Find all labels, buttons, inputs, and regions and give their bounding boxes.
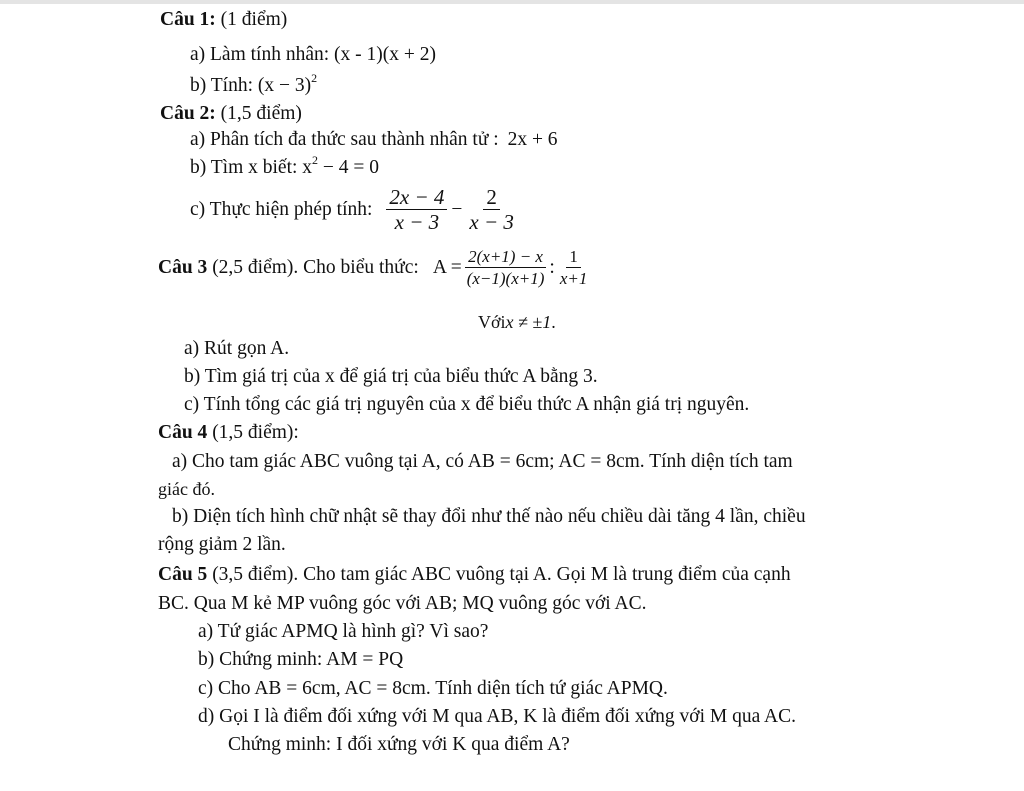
q3-condition-word: Với — [478, 312, 506, 332]
q5-part-b — [198, 648, 403, 672]
q2-b-label: b) Tìm x biết: — [190, 157, 298, 178]
q3-expr-lhs: A = — [432, 256, 462, 278]
q5-c-expr: AB = 6cm, AC = 8cm — [254, 678, 426, 699]
q2-c-fraction-2 — [466, 186, 517, 233]
q5-heading: Câu 5 — [158, 564, 208, 585]
q2-part-b — [190, 153, 380, 180]
q2-c-frac2-num: 2 — [483, 186, 500, 210]
q2-heading-line — [160, 102, 302, 126]
q2-b-x: x — [302, 157, 313, 178]
q2-heading: Câu 2: — [160, 103, 216, 124]
q5-c-label: c) Cho — [198, 678, 251, 699]
q2-c-frac1-den: x − 3 — [394, 210, 440, 234]
q2-a-label: a) Phân tích đa thức sau thành nhân tử : — [190, 129, 499, 150]
q1-heading: Câu 1: — [160, 9, 216, 30]
q5-part-d-line1: d) Gọi I là điểm đối xứng với M qua AB, K là điểm đối xứng với M qua AC. — [198, 706, 797, 727]
q1-b-base: (x − 3) — [257, 75, 312, 96]
q2-c-frac1-num: 2x − 4 — [386, 186, 447, 210]
q4-heading-line — [158, 421, 299, 445]
q5-part-c — [198, 677, 668, 701]
q4-part-b-line1: b) Diện tích hình chữ nhật sẽ thay đổi như thế nào nếu chiều dài tăng 4 lần, chiều — [172, 506, 806, 527]
q2-a-expr: 2x + 6 — [507, 129, 558, 150]
q3-heading-line — [158, 247, 590, 288]
q4-a-post: . Tính diện tích tam — [639, 451, 793, 472]
q3-condition — [478, 310, 556, 334]
q5-b-expr: AM = PQ — [326, 649, 404, 670]
q5-intro-text: (3,5 điểm). Cho tam giác ABC vuông tại A. Gọi M là trung điểm của cạnh — [207, 564, 791, 585]
q3-condition-expr: x ≠ ±1 — [505, 312, 552, 332]
q1-points: (1 điểm) — [220, 9, 288, 30]
q2-c-label: c) Thực hiện phép tính: — [190, 198, 373, 220]
q3-fraction-1 — [464, 247, 548, 288]
q3-part-a: a) Rút gọn A. — [184, 338, 290, 359]
q2-b-exponent: 2 — [312, 153, 319, 167]
q3-divide: : — [549, 256, 555, 278]
q4-points: (1,5 điểm): — [207, 422, 299, 443]
q5-intro-line1 — [158, 563, 791, 587]
q2-points: (1,5 điểm) — [220, 103, 302, 124]
q2-c-frac2-den: x − 3 — [469, 210, 514, 234]
q3-frac1-num: 2(x+1) − x — [465, 247, 546, 268]
q5-b-label: b) Chứng minh: — [198, 649, 323, 670]
q1-b-label: b) Tính: — [190, 75, 254, 96]
q3-fraction-2 — [557, 247, 591, 288]
q4-heading: Câu 4 — [158, 422, 208, 443]
q3-frac1-den: (x−1)(x+1) — [466, 269, 545, 288]
q4-a-text: a) Cho tam giác ABC vuông tại A, có — [172, 451, 464, 472]
q2-part-a — [190, 128, 558, 152]
q2-b-rest: − 4 = 0 — [318, 157, 380, 178]
q3-condition-end: . — [551, 312, 556, 332]
q3-frac2-den: x+1 — [559, 269, 588, 288]
q4-part-a-line1 — [172, 450, 793, 474]
top-border — [0, 0, 1024, 4]
q4-part-b-line2: rộng giảm 2 lần. — [158, 534, 286, 555]
q3-text: (2,5 điểm). Cho biểu thức: — [207, 256, 419, 278]
q1-part-a — [190, 43, 436, 67]
q3-part-b: b) Tìm giá trị của x để giá trị của biểu thức A bằng 3. — [184, 366, 598, 387]
q5-intro-line2: BC. Qua M kẻ MP vuông góc với AB; MQ vuông góc với AC. — [158, 593, 647, 614]
q1-part-b — [190, 71, 318, 98]
q3-heading: Câu 3 — [158, 256, 208, 278]
q2-c-fraction-1 — [386, 186, 447, 233]
q5-c-post: . Tính diện tích tứ giác APMQ. — [425, 678, 668, 699]
q1-a-label: a) Làm tính nhân: — [190, 44, 330, 65]
q3-frac2-num: 1 — [566, 247, 581, 268]
q5-part-a: a) Tứ giác APMQ là hình gì? Vì sao? — [198, 621, 489, 642]
q2-part-c — [190, 186, 517, 233]
q3-part-c: c) Tính tổng các giá trị nguyên của x để biểu thức A nhận giá trị nguyên. — [184, 394, 750, 415]
q1-b-exponent: 2 — [311, 71, 318, 85]
q2-c-minus: − — [451, 198, 463, 220]
q5-part-d-line2: Chứng minh: I đối xứng với K qua điểm A? — [228, 734, 570, 755]
q1-a-expr: (x - 1)(x + 2) — [334, 44, 437, 65]
q4-part-a-line2: giác đó. — [158, 479, 215, 499]
q4-a-math: AB = 6cm; AC = 8cm — [467, 451, 640, 472]
q1-heading-line — [160, 8, 287, 32]
